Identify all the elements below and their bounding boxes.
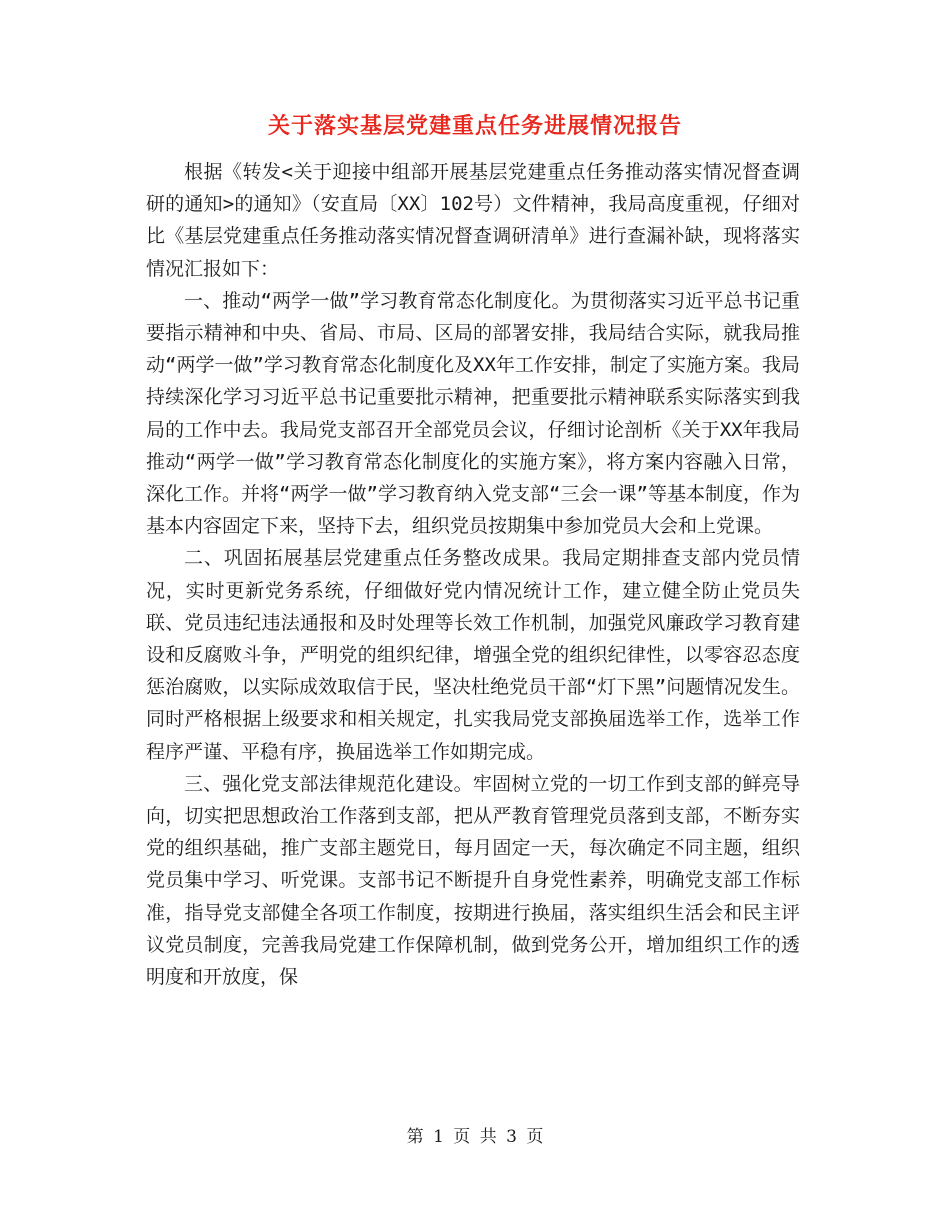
document-body — [146, 156, 800, 993]
page-footer: 第 1 页 共 3 页 — [406, 1127, 544, 1147]
paragraph-intro: 根据《转发<关于迎接中组部开展基层党建重点任务推动落实情况督查调研的通知>的通知》（安直局〔XX〕102号）文件精神，我局高度重视，仔细对比《基层党建重点任务推动落实情况督查调研清单》进行查漏补缺，现将落实情况汇报如下： — [146, 161, 800, 280]
paragraph-section-1: 一、推动“两学一做”学习教育常态化制度化。为贯彻落实习近平总书记重要指示精神和中央、省局、市局、区局的部署安排，我局结合实际，就我局推动“两学一做”学习教育常态化制度化及XX年工作安排，制定了实施方案。我局持续深化学习习近平总书记重要批示精神，把重要批示精神联系实际落实到我局的工作中去。我局党支部召开全部党员会议，仔细讨论剖析《关于XX年我局推动“两学一做”学习教育常态化制度化的实施方案》，将方案内容融入日常，深化工作。并将“两学一做”学习教育纳入党支部“三会一课”等基本制度，作为基本内容固定下来，坚持下去，组织党员按期集中参加党员大会和上党课。 — [146, 289, 800, 538]
paragraph-section-2: 二、巩固拓展基层党建重点任务整改成果。我局定期排查支部内党员情况，实时更新党务系统，仔细做好党内情况统计工作，建立健全防止党员失联、党员违纪违法通报和及时处理等长效工作机制，加强党风廉政学习教育建设和反腐败斗争，严明党的组织纪律，增强全党的组织纪律性，以零容忍态度惩治腐败，以实际成效取信于民，坚决杜绝党员干部“灯下黑”问题情况发生。同时严格根据上级要求和相关规定，扎实我局党支部换届选举工作，选举工作程序严谨、平稳有序，换届选举工作如期完成。 — [146, 547, 800, 763]
document-title: 关于落实基层党建重点任务进展情况报告 — [267, 113, 682, 139]
paragraph-section-3: 三、强化党支部法律规范化建设。牢固树立党的一切工作到支部的鲜亮导向，切实把思想政治工作落到支部，把从严教育管理党员落到支部，不断夯实党的组织基础，推广支部主题党日，每月固定一天，每次确定不同主题，组织党员集中学习、听党课。支部书记不断提升自身党性素养，明确党支部工作标准，指导党支部健全各项工作制度，按期进行换届，落实组织生活会和民主评议党员制度，完善我局党建工作保障机制，做到党务公开，增加组织工作的透明度和开放度，保 — [146, 772, 800, 989]
